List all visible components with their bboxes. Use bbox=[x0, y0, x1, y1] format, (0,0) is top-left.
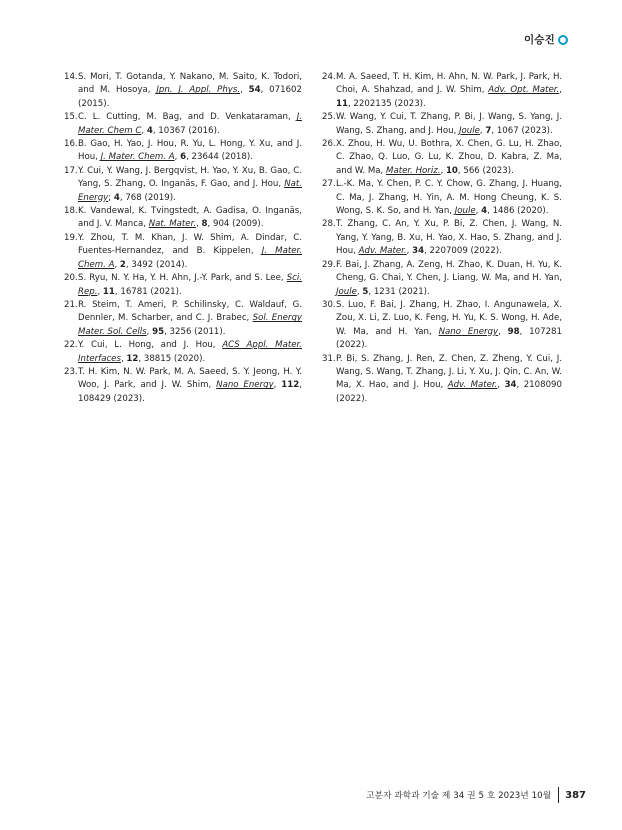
reference-separator: , bbox=[475, 206, 482, 217]
reference-separator: , bbox=[196, 219, 202, 230]
author-name: 이승진 bbox=[523, 34, 555, 46]
reference-separator: , bbox=[141, 125, 147, 136]
reference-journal: Joule bbox=[336, 286, 357, 297]
reference-journal: Sci. Rep. bbox=[78, 273, 302, 297]
reference-item bbox=[322, 353, 562, 407]
footer-divider bbox=[558, 787, 559, 803]
reference-item bbox=[64, 299, 302, 339]
journal-info: 고분자 과학과 기술 제 34 권 5 호 2023년 10월 bbox=[366, 791, 552, 801]
reference-authors: Y. Zhou, T. M. Khan, J. W. Shim, A. Dindar, C. Fuentes-Hernandez, and B. Kippelen, bbox=[78, 232, 302, 257]
reference-number: 21. bbox=[64, 299, 78, 310]
reference-authors: M. A. Saeed, T. H. Kim, H. Ahn, N. W. Park, J. Park, H. Choi, A. Shahzad, and J. W. Shim, bbox=[336, 72, 562, 96]
reference-pages-year: , 3256 (2011). bbox=[164, 326, 226, 337]
reference-separator: , bbox=[146, 326, 153, 337]
reference-item bbox=[64, 339, 302, 366]
reference-separator: , bbox=[120, 353, 127, 364]
reference-number: 17. bbox=[64, 165, 78, 176]
reference-item bbox=[322, 71, 562, 111]
reference-journal: Nano Energy bbox=[438, 326, 499, 337]
reference-pages-year: , 23644 (2018). bbox=[186, 152, 253, 163]
reference-authors: R. Steim, T. Ameri, P. Schilinsky, C. Waldauf, G. Dennler, M. Scharber, and C. J. Brabec, bbox=[78, 299, 302, 324]
circle-icon bbox=[558, 35, 568, 45]
reference-volume: 6 bbox=[180, 152, 187, 163]
reference-journal: Adv. Mater. bbox=[447, 380, 498, 391]
reference-pages-year: , 2202135 (2023). bbox=[347, 98, 426, 109]
reference-number: 23. bbox=[64, 366, 78, 377]
reference-pages-year: , 768 (2019). bbox=[119, 192, 176, 203]
reference-number: 26. bbox=[322, 139, 336, 150]
reference-volume: 95 bbox=[152, 326, 165, 337]
reference-authors: K. Vandewal, K. Tvingstedt, A. Gadisa, O. Inganäs, and J. V. Manca, bbox=[78, 206, 302, 230]
reference-pages-year: , 3492 (2014). bbox=[125, 259, 188, 270]
reference-item bbox=[64, 71, 302, 111]
reference-journal: Joule bbox=[459, 125, 480, 136]
reference-authors: S. Luo, F. Bai, J. Zhang, H. Zhao, I. Angunawela, X. Zou, X. Li, Z. Luo, K. Feng, H. Yu, K. S. Wong, H. Ade, W. Ma, and H. Yan, bbox=[336, 299, 562, 337]
reference-text bbox=[336, 71, 562, 111]
reference-pages-year: , 1231 (2021). bbox=[368, 286, 430, 297]
reference-item bbox=[322, 178, 562, 218]
reference-journal: Joule bbox=[454, 206, 476, 217]
page-number: 387 bbox=[565, 789, 586, 801]
reference-item bbox=[64, 232, 302, 272]
reference-journal: Nano Energy bbox=[216, 380, 274, 391]
reference-authors: L.-K. Ma, Y. Chen, P. C. Y. Chow, G. Zhang, J. Huang, C. Ma, J. Zhang, H. Yin, A. M. Hong Cheung, K. S. Wong, S. K. So, and H. Yan, bbox=[336, 179, 562, 217]
reference-separator: ; bbox=[108, 192, 114, 203]
reference-number: 24. bbox=[322, 72, 336, 82]
reference-number: 16. bbox=[64, 139, 78, 150]
reference-item bbox=[64, 138, 302, 165]
reference-item bbox=[322, 138, 562, 178]
reference-volume: 54 bbox=[248, 85, 261, 96]
reference-volume: 2 bbox=[119, 259, 126, 270]
reference-volume: 11 bbox=[102, 286, 115, 297]
reference-journal: Sol. Energy Mater. Sol. Cells bbox=[78, 313, 302, 337]
reference-text bbox=[78, 232, 302, 272]
reference-separator: , bbox=[498, 326, 508, 337]
reference-pages-year: , 566 (2023). bbox=[457, 165, 514, 176]
reference-volume: 11 bbox=[336, 98, 348, 109]
reference-text bbox=[78, 71, 302, 111]
reference-authors: C. L. Cutting, M. Bag, and D. Venkataraman, bbox=[78, 112, 297, 123]
reference-item bbox=[322, 111, 562, 138]
reference-separator: , bbox=[174, 152, 181, 163]
reference-separator: , bbox=[440, 165, 446, 176]
reference-journal: Nat. Mater. bbox=[148, 219, 197, 230]
reference-pages-year: , 38815 (2020). bbox=[138, 353, 206, 364]
reference-volume: 34 bbox=[412, 246, 425, 257]
reference-volume: 4 bbox=[481, 206, 488, 217]
reference-number: 14. bbox=[64, 72, 78, 82]
reference-journal: Jpn. J. Appl. Phys. bbox=[156, 85, 241, 96]
reference-pages-year: , 1067 (2023). bbox=[491, 125, 553, 136]
reference-volume: 7 bbox=[485, 125, 492, 136]
references-left-column bbox=[64, 71, 302, 406]
reference-item bbox=[322, 259, 562, 299]
reference-authors: T. Zhang, C. An, Y. Xu, P. Bi, Z. Chen, J. Wang, N. Yang, Y. Yang, B. Xu, H. Yao, X. Hao, S. Zhang, and J. Hou, bbox=[336, 219, 562, 257]
reference-item bbox=[64, 205, 302, 232]
reference-volume: 4 bbox=[146, 125, 153, 136]
reference-pages-year: , 2207009 (2022). bbox=[424, 246, 502, 257]
reference-text bbox=[78, 111, 302, 138]
reference-volume: 5 bbox=[362, 286, 369, 297]
reference-pages-year: , 10367 (2016). bbox=[152, 125, 220, 136]
reference-pages-year: , 904 (2009). bbox=[207, 219, 264, 230]
reference-item bbox=[322, 218, 562, 258]
reference-item bbox=[64, 111, 302, 138]
reference-journal: Mater. Horiz. bbox=[386, 165, 441, 176]
reference-item bbox=[64, 165, 302, 205]
reference-volume: 10 bbox=[445, 165, 458, 176]
reference-separator: , bbox=[406, 246, 413, 257]
reference-pages-year: , 108429 (2023). bbox=[78, 380, 302, 404]
reference-journal: ACS Appl. Mater. Interfaces bbox=[78, 340, 302, 364]
reference-text bbox=[78, 138, 302, 165]
reference-journal: Adv. Opt. Mater. bbox=[488, 85, 560, 96]
reference-volume: 4 bbox=[113, 192, 120, 203]
reference-authors: Y. Cui, Y. Wang, J. Bergqvist, H. Yao, Y. Xu, B. Gao, C. Yang, S. Zhang, O. Inganäs, F. Gao, and J. Hou, bbox=[78, 165, 302, 190]
reference-item bbox=[64, 272, 302, 299]
reference-number: 19. bbox=[64, 232, 78, 243]
reference-journal: Adv. Mater. bbox=[358, 246, 407, 257]
reference-volume: 98 bbox=[507, 326, 520, 337]
reference-text bbox=[336, 353, 562, 407]
reference-text bbox=[336, 218, 562, 258]
reference-separator: , bbox=[479, 125, 486, 136]
reference-separator: , bbox=[356, 286, 363, 297]
reference-text bbox=[336, 299, 562, 353]
reference-text bbox=[78, 205, 302, 232]
reference-number: 20. bbox=[64, 273, 78, 284]
reference-separator: , bbox=[497, 380, 505, 391]
reference-journal: J. Mater. Chem. A bbox=[100, 152, 175, 163]
reference-volume: 112 bbox=[281, 380, 300, 391]
references-right-column bbox=[322, 71, 562, 406]
reference-pages-year: , 16781 (2021). bbox=[114, 286, 182, 297]
reference-authors: S. Ryu, N. Y. Ha, Y. H. Ahn, J.-Y. Park, and S. Lee, bbox=[78, 273, 287, 284]
reference-volume: 12 bbox=[126, 353, 139, 364]
reference-journal: J. Mater. Chem. A bbox=[78, 246, 302, 270]
reference-authors: B. Gao, H. Yao, J. Hou, R. Yu, L. Hong, Y. Xu, and J. Hou, bbox=[78, 139, 302, 163]
reference-separator: , bbox=[273, 380, 282, 391]
reference-authors: T. H. Kim, N. W. Park, M. A. Saeed, S. Y. Jeong, H. Y. Woo, J. Park, and J. W. Shim, bbox=[78, 366, 302, 391]
reference-text bbox=[336, 178, 562, 218]
reference-text bbox=[336, 111, 562, 138]
reference-text bbox=[336, 138, 562, 178]
reference-authors: Y. Cui, L. Hong, and J. Hou, bbox=[78, 340, 223, 351]
page-footer bbox=[366, 787, 586, 803]
reference-pages-year: , 071602 (2015). bbox=[78, 85, 302, 109]
reference-text bbox=[336, 259, 562, 299]
reference-authors: S. Mori, T. Gotanda, Y. Nakano, M. Saito, K. Todori, and M. Hosoya, bbox=[78, 72, 302, 96]
reference-text bbox=[78, 366, 302, 406]
reference-text bbox=[78, 272, 302, 299]
reference-journal: J. Mater. Chem C bbox=[78, 112, 302, 136]
reference-authors: F. Bai, J. Zhang, A. Zeng, H. Zhao, K. Duan, H. Yu, K. Cheng, G. Chai, Y. Chen, J. Liang, W. Ma, and H. Yan, bbox=[336, 259, 562, 284]
reference-pages-year: , 2108090 (2022). bbox=[336, 380, 562, 404]
reference-text bbox=[78, 299, 302, 339]
reference-number: 15. bbox=[64, 112, 78, 123]
reference-separator: , bbox=[114, 259, 120, 270]
reference-volume: 34 bbox=[504, 380, 517, 391]
reference-item bbox=[64, 366, 302, 406]
reference-number: 31. bbox=[322, 353, 336, 364]
reference-number: 25. bbox=[322, 112, 336, 123]
reference-authors: W. Wang, Y. Cui, T. Zhang, P. Bi, J. Wang, S. Yang, J. Wang, S. Zhang, and J. Hou, bbox=[336, 112, 562, 136]
reference-journal: Nat. Energy bbox=[78, 179, 302, 203]
reference-number: 27. bbox=[322, 179, 336, 190]
reference-number: 28. bbox=[322, 219, 336, 230]
reference-text bbox=[78, 165, 302, 205]
reference-volume: 8 bbox=[201, 219, 208, 230]
page-header bbox=[524, 32, 568, 47]
reference-item bbox=[322, 299, 562, 353]
reference-number: 18. bbox=[64, 206, 78, 217]
reference-number: 22. bbox=[64, 340, 78, 351]
reference-authors: X. Zhou, H. Wu, U. Bothra, X. Chen, G. Lu, H. Zhao, C. Zhao, Q. Luo, G. Lu, K. Zhou, D. Kabra, Z. Ma, and W. Ma, bbox=[336, 139, 562, 176]
reference-number: 29. bbox=[322, 259, 336, 270]
reference-separator: , bbox=[97, 286, 103, 297]
reference-pages-year: , 1486 (2020). bbox=[487, 206, 549, 217]
reference-text bbox=[78, 339, 302, 366]
reference-separator: , bbox=[559, 85, 563, 96]
reference-pages-year: , 107281 (2022). bbox=[336, 326, 562, 351]
reference-number: 30. bbox=[322, 299, 336, 310]
reference-separator: , bbox=[240, 85, 249, 96]
reference-authors: P. Bi, S. Zhang, J. Ren, Z. Chen, Z. Zheng, Y. Cui, J. Wang, S. Wang, T. Zhang, J. Li, Y. Xu, J. Qin, C. An, W. Ma, X. Hao, and J. Hou, bbox=[336, 353, 562, 391]
